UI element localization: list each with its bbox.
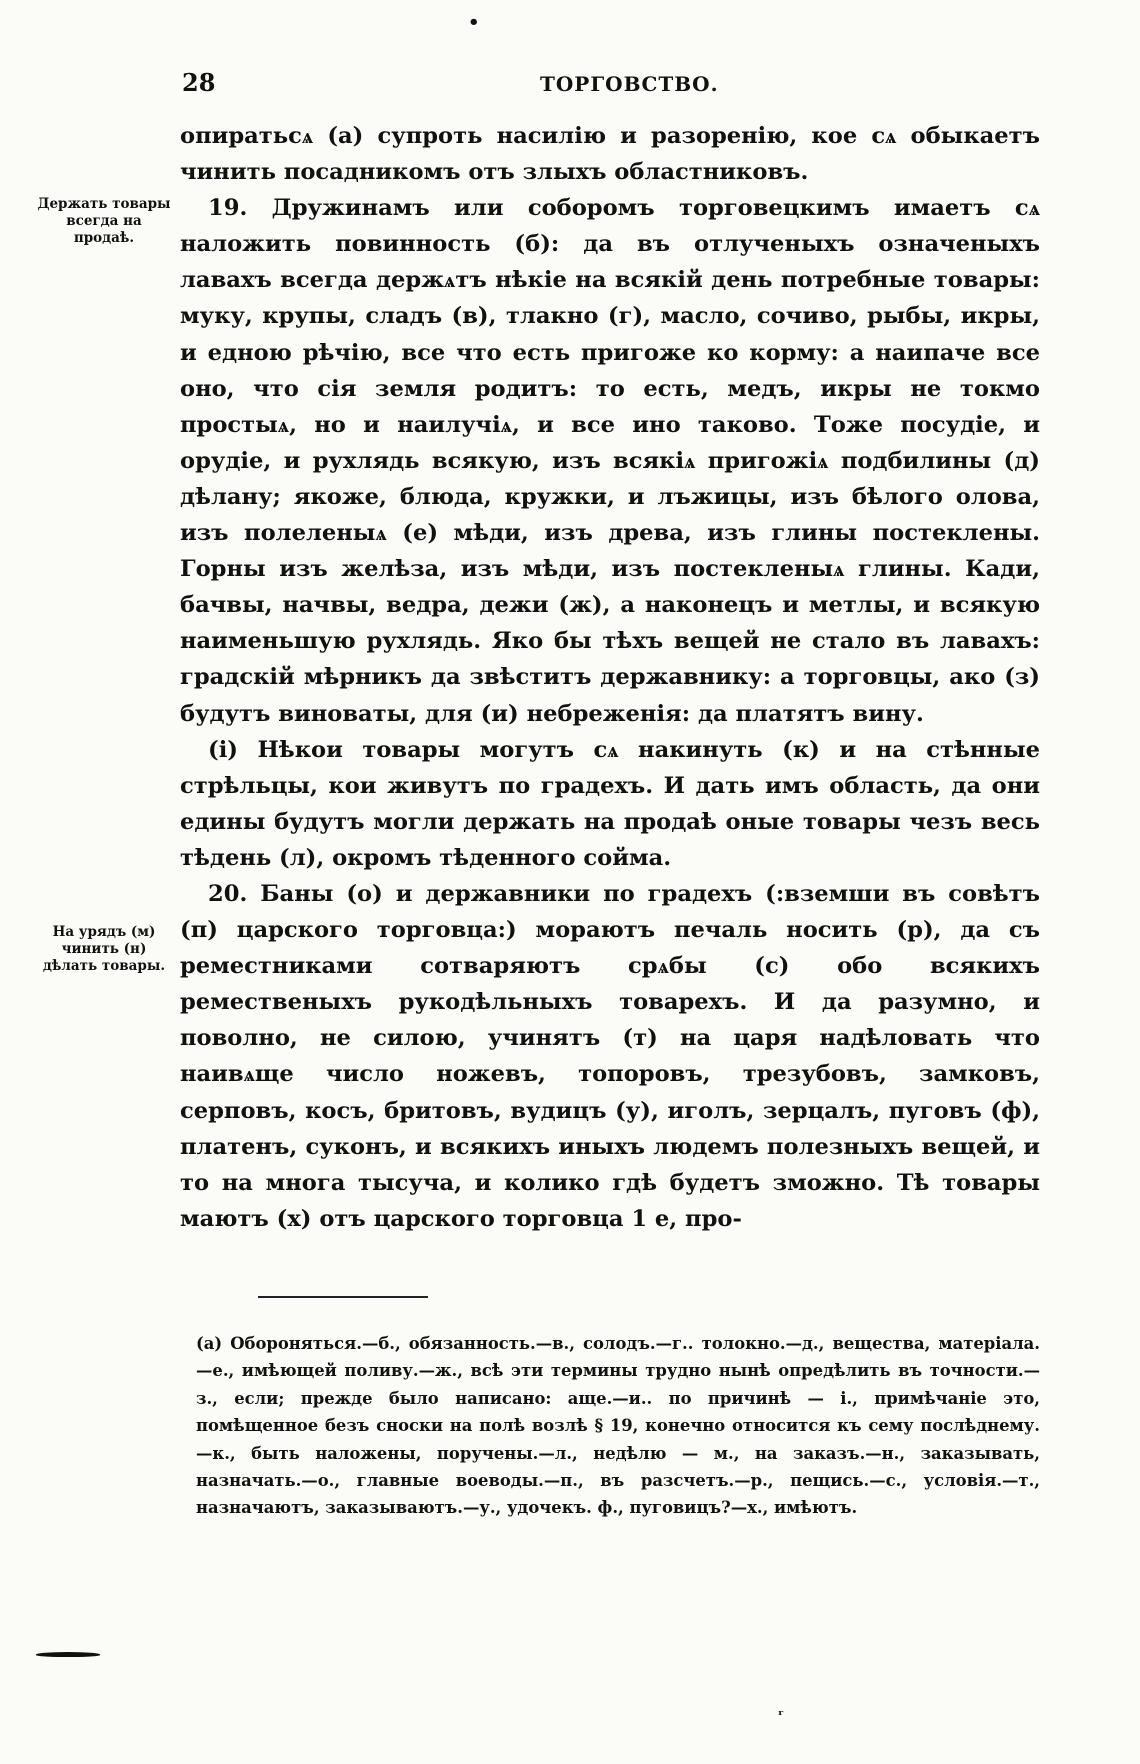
paragraph-section-19: 19. Дружинамъ или соборомъ торговецкимъ имаетъ сѧ наложить повинность (б): да въ отлученыхъ означеныхъ лавахъ всегда держѧтъ нѣкіе на всякій день потребные товары: муку, крупы, сладъ (в), тлакно (г), масло, сочиво, рыбы, икры, и едною рѣчію, все что есть пригоже ко корму: а наипаче все оно, что сія земля родитъ: то есть, медъ, икры не токмо простыѧ, но и наилучіѧ, и все ино таково. Тоже посудіе, и орудіе, и рухлядь всякую, изъ всякіѧ пригожіѧ подбилины (д) дѣлану; якоже, блюда, кружки, и лъжицы, изъ бѣлого олова, изъ полеленыѧ (е) мѣди, изъ древа, изъ глины постеклены. Горны изъ желѣза, изъ мѣди, изъ постекленыѧ глины. Кади, бачвы, начвы, ведра, дежи (ж), а наконецъ и метлы, и всякую наименьшую рухлядь. Яко бы тѣхъ вещей не стало въ лавахъ: градскій мѣрникъ да звѣститъ державнику: а торговцы, ако (з) будутъ виноваты, для (и) небреженія: да платятъ вину. — [180, 195, 1040, 727]
margin-note-order-goods: На урядъ (м) чинить (н) дѣлать товары. — [42, 924, 166, 974]
paragraph-section-20: 20. Баны (о) и державники по градехъ (:вземши въ совѣтъ (п) царского торговца:) мораютъ печаль носить (р), да съ реместниками сотваряютъ срѧбы (с) обо всякихъ ремественыхъ рукодѣльныхъ товарехъ. И да разумно, и поволно, не силою, учинятъ (т) на царя надѣловать что наивѧще число ножевъ, топоровъ, трезубовъ, замковъ, серповъ, косъ, бритовъ, вудицъ (у), иголъ, зерцалъ, пуговъ (ф), платенъ, суконъ, и всякихъ иныхъ людемъ полезныхъ вещей, и то на многа тысуча, и колико гдѣ будетъ зможно. Тѣ товары маютъ (х) отъ царского торговца 1 е, про- — [180, 880, 1040, 1232]
footnote-divider — [258, 1296, 428, 1298]
footnotes — [196, 1330, 1040, 1522]
main-text — [180, 118, 1040, 1237]
page-number: 28 — [182, 68, 216, 97]
paragraph-note-i: (і) Нѣкои товары могутъ сѧ накинуть (к) и на стѣнные стрѣльцы, кои живутъ по градехъ. И дать имъ область, да они едины будутъ могли держать на продаѣ оные товары чезъ весь тѣдень (л), окромъ тѣденного сойма. — [180, 736, 1040, 871]
ink-smudge — [36, 1652, 100, 1657]
running-head: ТОРГОВСТВО. — [540, 72, 719, 96]
margin-note-keep-goods: Держать товары всегда на продаѣ. — [37, 196, 171, 246]
paragraph-continuation: опиратьсѧ (а) супроть насилію и разоренію, кое сѧ обыкаетъ чинить посадникомъ отъ злыхъ областниковъ. — [180, 123, 1040, 186]
top-mark: • — [468, 12, 480, 33]
bottom-mark: ʳ — [778, 1708, 784, 1724]
footnote-text: (а) Обороняться.—б., обязанность.—в., солодъ.—г.. толокно.—д., вещества, матеріала.—е., имѣющей поливу.—ж., всѣ эти термины трудно нынѣ опредѣлить въ точности.—з., если; прежде было написано: аще.—и.. по причинѣ — і., примѣчаніе это, помѣщенное безъ сноски на полѣ возлѣ § 19, конечно относится къ сему послѣднему.—к., быть наложены, поручены.—л., недѣлю — м., на заказъ.—н., заказывать, назначать.—о., главные воеводы.—п., въ разсчетъ.—р., пещись.—с., условія.—т., назначаютъ, заказываютъ.—у., удочекъ. ф., пуговицъ?—х., имѣютъ. — [196, 1334, 1040, 1518]
